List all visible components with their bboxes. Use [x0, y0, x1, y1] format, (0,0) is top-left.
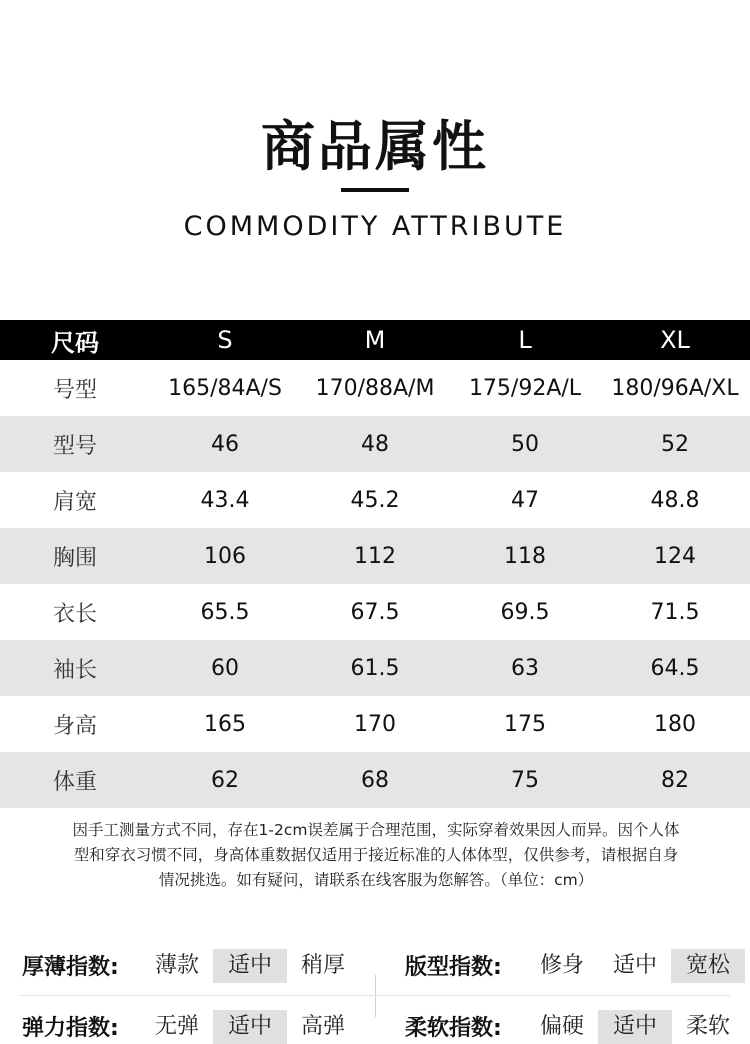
elasticity-option-selected: 适中	[213, 1010, 287, 1044]
table-cell: 165	[204, 711, 246, 737]
page-title: 商品属性	[261, 115, 489, 178]
table-cell: 50	[511, 431, 539, 457]
table-cell: 71.5	[650, 599, 700, 625]
table-cell: 64.5	[650, 655, 700, 681]
table-cell: 65.5	[200, 599, 250, 625]
size-table	[0, 320, 750, 808]
softness-option: 柔软	[685, 1014, 730, 1039]
table-cell: 67.5	[350, 599, 400, 625]
fit-index-label: 版型指数:	[405, 955, 502, 980]
table-cell: 62	[211, 767, 239, 793]
table-cell: 52	[661, 431, 689, 457]
softness-option-selected: 适中	[598, 1010, 672, 1044]
table-cell: 118	[504, 543, 546, 569]
elasticity-option: 无弹	[154, 1014, 199, 1039]
elasticity-option: 高弹	[300, 1014, 345, 1039]
row-label: 体重	[52, 769, 97, 795]
thickness-option: 薄款	[154, 953, 199, 978]
row-label: 胸围	[52, 545, 97, 571]
fit-option: 适中	[612, 953, 657, 978]
fit-option-selected: 宽松	[671, 949, 745, 983]
table-cell: 48.8	[650, 487, 700, 513]
table-row	[0, 584, 750, 640]
table-cell: 180	[654, 711, 696, 737]
table-cell: 68	[361, 767, 389, 793]
table-row	[0, 472, 750, 528]
softness-option: 偏硬	[539, 1014, 584, 1039]
table-cell: 180/96A/XL	[611, 375, 739, 401]
note-line: 型和穿衣习惯不同，身高体重数据仅适用于接近标准的人体体型，仅供参考，请根据自身	[73, 846, 679, 864]
table-cell: 124	[654, 543, 696, 569]
row-label: 号型	[52, 377, 97, 403]
table-cell: 112	[354, 543, 396, 569]
title-divider	[341, 188, 409, 192]
table-row	[0, 752, 750, 808]
row-label: 衣长	[52, 601, 97, 627]
table-cell: 69.5	[500, 599, 550, 625]
table-cell: 43.4	[200, 487, 250, 513]
table-cell: 165/84A/S	[168, 375, 282, 401]
table-row	[0, 528, 750, 584]
note-line: 情况挑选。如有疑问，请联系在线客服为您解答。（单位：cm）	[158, 871, 594, 889]
index-row-divider	[20, 995, 730, 996]
table-header	[0, 320, 750, 360]
header-size-s: S	[217, 326, 233, 354]
row-label: 身高	[52, 713, 97, 739]
page-subtitle: COMMODITY ATTRIBUTE	[183, 211, 567, 242]
table-cell: 46	[211, 431, 239, 457]
fit-option: 修身	[539, 953, 584, 978]
header-size-label: 尺码	[51, 328, 99, 357]
row-label: 袖长	[52, 657, 97, 683]
header-size-m: M	[364, 326, 386, 354]
table-cell: 47	[511, 487, 539, 513]
row-label: 肩宽	[52, 489, 97, 515]
table-cell: 82	[661, 767, 689, 793]
header-size-l: L	[518, 326, 532, 354]
table-cell: 175	[504, 711, 546, 737]
note-line: 因手工测量方式不同，存在1-2cm误差属于合理范围，实际穿着效果因人而异。因个人体	[72, 821, 680, 839]
header-size-xl: XL	[660, 326, 690, 354]
table-cell: 170	[354, 711, 396, 737]
table-cell: 106	[204, 543, 246, 569]
table-cell: 48	[361, 431, 389, 457]
table-cell: 61.5	[350, 655, 400, 681]
measurement-note	[22, 818, 730, 893]
table-row	[0, 416, 750, 472]
softness-index-label: 柔软指数:	[405, 1016, 502, 1041]
table-row	[0, 360, 750, 416]
table-cell: 170/88A/M	[315, 375, 435, 401]
elasticity-index-label: 弹力指数:	[22, 1016, 119, 1041]
table-row	[0, 640, 750, 696]
row-label: 型号	[52, 433, 97, 459]
thickness-index-label: 厚薄指数:	[22, 955, 119, 980]
table-cell: 45.2	[350, 487, 400, 513]
table-cell: 75	[511, 767, 539, 793]
thickness-option: 稍厚	[300, 953, 345, 978]
table-cell: 60	[211, 655, 239, 681]
table-cell: 63	[511, 655, 539, 681]
index-column-divider	[375, 975, 376, 1017]
table-row	[0, 696, 750, 752]
thickness-option-selected: 适中	[213, 949, 287, 983]
table-cell: 175/92A/L	[468, 375, 582, 401]
